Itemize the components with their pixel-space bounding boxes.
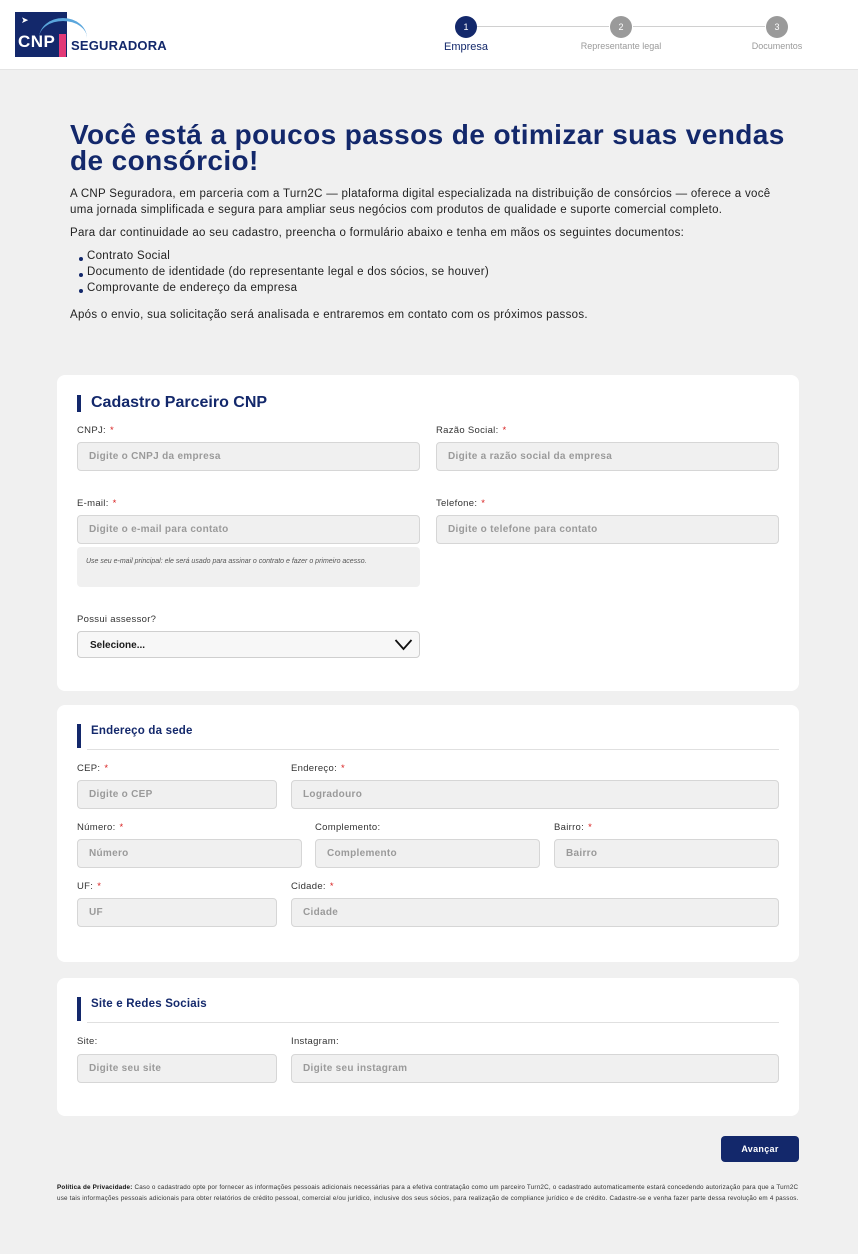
- required-mark: *: [119, 822, 124, 833]
- site-label: Site:: [77, 1036, 98, 1047]
- numero-input[interactable]: [77, 839, 302, 868]
- required-mark: *: [104, 763, 109, 774]
- section-title: Site e Redes Sociais: [77, 997, 207, 1021]
- logo-cnp-text: CNP: [18, 32, 56, 51]
- required-mark: *: [112, 498, 117, 509]
- required-mark: *: [588, 822, 593, 833]
- header: [0, 0, 858, 70]
- telefone-input[interactable]: [436, 515, 779, 544]
- social-card: [57, 978, 799, 1116]
- bairro-input[interactable]: [554, 839, 779, 868]
- privacy-label: Política de Privacidade:: [57, 1184, 133, 1191]
- bairro-label: Bairro: *: [554, 822, 593, 833]
- email-input[interactable]: [77, 515, 420, 544]
- logo-accent-bar: [59, 34, 66, 57]
- telefone-label: Telefone: *: [436, 498, 486, 509]
- section-title: Endereço da sede: [77, 724, 193, 748]
- section-divider: [87, 1022, 779, 1023]
- chevron-down-icon: [394, 638, 413, 651]
- step-label: Representante legal: [580, 41, 662, 51]
- section-title: Cadastro Parceiro CNP: [77, 395, 267, 412]
- instagram-input[interactable]: [291, 1054, 779, 1083]
- instagram-label: Instagram:: [291, 1036, 339, 1047]
- cep-input[interactable]: [77, 780, 277, 809]
- required-mark: *: [502, 425, 507, 436]
- step-label: Documentos: [751, 41, 803, 51]
- intro-paragraph: Após o envio, sua solicitação será analisada e entraremos em contato com os próximos passos.: [70, 309, 588, 321]
- logo-seguradora-text: SEGURADORA: [71, 38, 167, 53]
- intro-section: [70, 119, 790, 323]
- step-representante-legal: [561, 16, 681, 51]
- step-label: Empresa: [443, 41, 489, 53]
- endereco-card: [57, 705, 799, 962]
- intro-paragraph: Para dar continuidade ao seu cadastro, preencha o formulário abaixo e tenha em mãos os seguintes documentos:: [70, 227, 685, 239]
- list-item: Comprovante de endereço da empresa: [70, 280, 790, 296]
- endereco-label: Endereço: *: [291, 763, 346, 774]
- complemento-label: Complemento:: [315, 822, 381, 833]
- cidade-input[interactable]: [291, 898, 779, 927]
- required-mark: *: [481, 498, 486, 509]
- email-label: E-mail: *: [77, 498, 117, 509]
- list-item: Documento de identidade (do representante legal e dos sócios, se houver): [70, 264, 790, 280]
- cadastro-card: [57, 375, 799, 691]
- email-hint: Use seu e-mail principal: ele será usado para assinar o contrato e fazer o primeiro acesso.: [77, 547, 420, 587]
- site-input[interactable]: [77, 1054, 277, 1083]
- uf-input[interactable]: [77, 898, 277, 927]
- step-number: 3: [766, 16, 788, 38]
- step-number: 1: [455, 16, 477, 38]
- step-number: 2: [610, 16, 632, 38]
- step-documentos: [717, 16, 837, 51]
- assessor-select[interactable]: [77, 631, 420, 658]
- cnp-seguradora-logo[interactable]: [15, 12, 165, 58]
- numero-label: Número: *: [77, 822, 124, 833]
- required-mark: *: [97, 881, 102, 892]
- razao-social-input[interactable]: [436, 442, 779, 471]
- uf-label: UF: *: [77, 881, 102, 892]
- required-mark: *: [329, 881, 334, 892]
- bird-icon: ➤: [21, 15, 29, 25]
- page-title: Você está a poucos passos de otimizar suas vendas de consórcio!: [70, 119, 785, 176]
- cnpj-input[interactable]: [77, 442, 420, 471]
- cidade-label: Cidade: *: [291, 881, 334, 892]
- assessor-label: Possui assessor?: [77, 614, 157, 625]
- required-mark: *: [109, 425, 114, 436]
- list-item: Contrato Social: [70, 248, 790, 264]
- complemento-input[interactable]: [315, 839, 540, 868]
- logradouro-input[interactable]: [291, 780, 779, 809]
- step-empresa: [406, 16, 526, 53]
- required-mark: *: [341, 763, 346, 774]
- cnpj-label: CNPJ: *: [77, 425, 114, 436]
- cep-label: CEP: *: [77, 763, 109, 774]
- avancar-button[interactable]: Avançar: [721, 1136, 799, 1162]
- privacy-text: Caso o cadastrado opte por fornecer as informações pessoais adicionais necessárias para a efetiva contratação como um parceiro Turn2C, o cadastrado automaticamente estará concedendo autorização para que a Turn2C use tais informações pessoais adicionais para obter relatórios de crédito pessoal, comercial e/ou jurídico, inclusive dos seus sócios, para realização de compliance jurídico e de crédito. Cadastre-se e venha fazer parte dessa revolução em 4 passos.: [57, 1184, 799, 1202]
- privacy-policy: [57, 1182, 799, 1204]
- document-list: [70, 248, 790, 296]
- section-divider: [87, 749, 779, 750]
- assessor-selected-value: Selecione...: [90, 640, 146, 651]
- razao-social-label: Razão Social: *: [436, 425, 507, 436]
- intro-paragraph: A CNP Seguradora, em parceria com a Turn2C — plataforma digital especializada na distribuição de consórcios — oferece a você uma jornada simplificada e segura para ampliar seus negócios com produtos de qualidade e suporte comercial completo.: [70, 188, 771, 216]
